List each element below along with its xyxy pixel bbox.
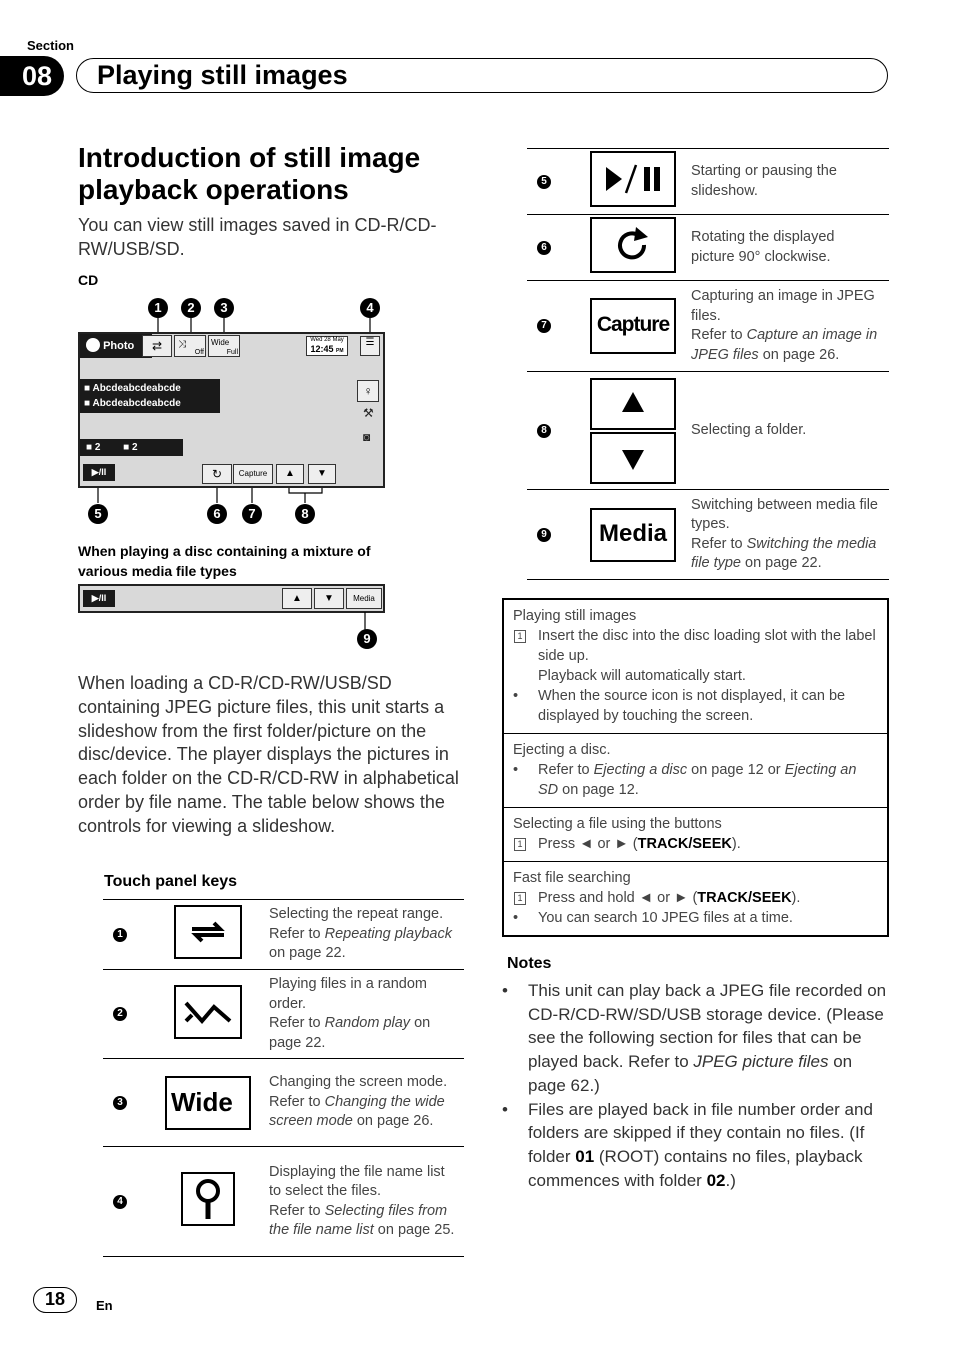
- key-ref-suffix: on page 22.: [740, 555, 822, 571]
- rotate-button[interactable]: [202, 464, 232, 484]
- folder-down-button[interactable]: [308, 464, 336, 484]
- body-paragraph: When loading a CD-R/CD-RW/USB/SD containing JPEG picture files, this unit starts a slideshow from the first folder/picture on the disc/device. The player displays the pictures in each folder on the CD-R/CD-RW in alphabetical order by file name. The table below shows the controls for viewing a slideshow.: [78, 673, 459, 836]
- note-ref: JPEG picture files: [693, 1052, 829, 1072]
- ops-title: Playing still images: [513, 608, 637, 624]
- ops-text: on page 12 or: [687, 762, 785, 778]
- language-label: En: [96, 1298, 113, 1313]
- callout-9: 9: [357, 629, 377, 649]
- key-ref-suffix: on page 26.: [758, 346, 840, 363]
- random-button[interactable]: [174, 335, 206, 357]
- key-ref-prefix: Refer to: [269, 1093, 325, 1110]
- step-number: 1: [514, 838, 526, 851]
- wide-button[interactable]: [208, 335, 240, 357]
- notes-title: Notes: [507, 955, 552, 972]
- key-number: 2: [113, 1007, 127, 1021]
- key-number: 5: [537, 175, 551, 189]
- step-number: 1: [514, 892, 526, 905]
- play-pause-button-small[interactable]: [83, 464, 115, 481]
- key-row-6: [527, 215, 889, 281]
- note-text: Files are played back in file number order and folders are skipped if they contain no files. (If folder: [528, 1099, 873, 1166]
- repeat-button[interactable]: [142, 335, 172, 357]
- key-desc: Playing files in a random order.: [269, 976, 427, 1012]
- key-ref: Random play: [324, 1015, 411, 1031]
- cd-label: CD: [78, 272, 99, 288]
- touch-panel-keys-title: Touch panel keys: [104, 873, 238, 890]
- key-desc: Starting or pausing the slideshow.: [691, 163, 837, 199]
- media-label-small: Media: [353, 594, 375, 603]
- key-ref-prefix: Refer to: [269, 1202, 325, 1219]
- capture-button[interactable]: [233, 464, 273, 484]
- note-item: [500, 1098, 890, 1193]
- file-list-icon: [181, 1172, 235, 1226]
- up-arrow-icon: ▲: [285, 468, 295, 479]
- ops-bold: TRACK/SEEK: [637, 836, 732, 852]
- folder-down-icon: [590, 432, 676, 484]
- date-text: Wed 28 May: [310, 337, 344, 343]
- intro-text: You can view still images saved in CD-R/CD-RW/USB/SD.: [78, 215, 437, 259]
- bullet-icon: •: [502, 1099, 508, 1119]
- key-row-3: [103, 1059, 464, 1147]
- note-text: (ROOT) contains no files, playback commences with folder: [528, 1146, 863, 1190]
- ops-title: Selecting a file using the buttons: [513, 816, 722, 832]
- key-desc: Rotating the displayed picture 90° clockwise.: [691, 229, 835, 265]
- notes-list: [500, 979, 890, 1192]
- ops-bullet: You can search 10 JPEG files at a time.: [538, 910, 793, 926]
- ops-bullet: When the source icon is not displayed, it can be displayed by touching the screen.: [538, 688, 846, 724]
- play-pause-button-mixed[interactable]: [83, 590, 115, 607]
- rotate-icon: ↻: [211, 467, 223, 481]
- mixed-media-title: When playing a disc containing a mixture of various media file types: [78, 543, 371, 579]
- ops-title: Ejecting a disc.: [513, 742, 611, 758]
- wide-label: Wide: [211, 338, 230, 347]
- key-number: 8: [537, 424, 551, 438]
- note-text: This unit can play back a JPEG file recorded on CD-R/CD-RW/SD/USB storage device. (Please see the following section for files that can be played back. Refer to: [528, 981, 887, 1072]
- folder-count: 2: [94, 442, 101, 453]
- key-row-9: [527, 490, 889, 580]
- mixed-media-bar: [78, 584, 385, 613]
- section-label: Section: [27, 38, 74, 53]
- menu-button[interactable]: [360, 336, 380, 356]
- section-title: Playing still images: [76, 58, 888, 93]
- folder-count-icon: ■: [86, 442, 93, 453]
- ops-fast: [504, 861, 887, 935]
- source-label: Photo: [103, 340, 135, 352]
- key-number: 1: [113, 928, 127, 942]
- callout-2: 2: [181, 298, 201, 318]
- note-text: on page 62.): [528, 1052, 853, 1095]
- page-title: Introduction of still image playback operations: [78, 142, 421, 205]
- key-ref-prefix: Refer to: [691, 327, 747, 343]
- callout-4: 4: [360, 298, 380, 318]
- ops-step: Insert the disc into the disc loading slot with the label side up.: [538, 628, 876, 664]
- bullet-icon: •: [513, 910, 519, 926]
- key-number: 3: [113, 1096, 127, 1110]
- callout-5: 5: [88, 504, 108, 524]
- ops-playing: [504, 600, 887, 733]
- key-ref-suffix: on page 22.: [269, 945, 346, 962]
- key-row-1: [103, 900, 464, 970]
- folder-icon: ■: [84, 383, 91, 394]
- key-ref-suffix: on page 22.: [269, 1015, 431, 1051]
- play-pause-icon: ▶/II: [91, 593, 107, 603]
- file-count: 2: [132, 442, 138, 453]
- ampm-text: PM: [336, 348, 344, 354]
- play-pause-icon: ▶/II: [91, 467, 107, 477]
- clock: [306, 336, 348, 356]
- key-ref-prefix: Refer to: [269, 1015, 325, 1031]
- bullet-icon: •: [513, 762, 519, 778]
- key-desc: Selecting a folder.: [691, 421, 807, 438]
- key-number: 4: [113, 1195, 127, 1209]
- tools-icon: ⚒: [363, 406, 374, 420]
- key-desc: Capturing an image in JPEG files.: [691, 288, 875, 324]
- ops-bold: TRACK/SEEK: [697, 890, 792, 906]
- step-number: 1: [514, 630, 526, 643]
- disc-icon: [86, 338, 100, 352]
- media-icon: Media: [590, 508, 676, 562]
- folder-up-button[interactable]: [276, 464, 304, 484]
- time-text: 12:45: [310, 344, 334, 354]
- file-name: Abcdeabcdeabcde: [92, 398, 181, 409]
- folder-up-icon: [590, 378, 676, 430]
- ops-ref: Ejecting a disc: [593, 762, 688, 778]
- ops-text: Press ◄ or ► (: [538, 836, 638, 852]
- key-row-4: [103, 1147, 464, 1257]
- key-ref-prefix: Refer to: [691, 535, 747, 552]
- key-row-2: [103, 970, 464, 1059]
- bullet-icon: •: [513, 688, 519, 704]
- ops-selecting: [504, 807, 887, 861]
- camera-icon: ◙: [363, 430, 371, 444]
- callout-7: 7: [242, 504, 262, 524]
- capture-label: Capture: [238, 469, 268, 478]
- key-row-8: [527, 372, 889, 490]
- repeat-icon: ⇄: [151, 339, 163, 353]
- ops-text: on page 12.: [558, 782, 639, 798]
- rotate-icon: [590, 217, 676, 273]
- media-button-small[interactable]: [346, 588, 382, 609]
- key-ref: Repeating playback: [324, 925, 452, 942]
- callout-8: 8: [295, 504, 315, 524]
- key-number: 7: [537, 319, 551, 333]
- folder-down-button-mixed[interactable]: [314, 588, 344, 609]
- down-arrow-icon: ▼: [317, 468, 327, 479]
- key-desc: Switching between media file types.: [691, 496, 878, 532]
- key-number: 6: [537, 241, 551, 255]
- key-ref-suffix: on page 26.: [352, 1113, 434, 1130]
- key-desc: Selecting the repeat range.: [269, 906, 444, 923]
- key-ref: Changing the wide screen mode: [269, 1093, 445, 1130]
- down-arrow-icon: ▼: [324, 593, 334, 604]
- ops-text: Press and hold ◄ or ► (: [538, 890, 698, 906]
- bullet-icon: •: [502, 981, 508, 1000]
- section-number: 08: [0, 56, 64, 96]
- screen-illustration: [78, 332, 385, 488]
- key-number: 9: [537, 528, 551, 542]
- page-number: 18: [33, 1287, 77, 1313]
- play-pause-icon: [590, 151, 676, 207]
- up-arrow-icon: ▲: [292, 593, 302, 604]
- file-list-button[interactable]: [357, 380, 379, 402]
- key-ref: Switching the media file type: [691, 535, 877, 571]
- touch-keys-table-left: [103, 899, 464, 1257]
- touch-keys-table-right: [527, 148, 889, 580]
- key-ref: Selecting files from the file name list: [269, 1202, 448, 1238]
- file-count-icon: ■: [123, 442, 130, 453]
- ops-ref: Ejecting an SD: [538, 762, 857, 798]
- ops-text: ).: [791, 890, 801, 906]
- note-item: [500, 979, 890, 1098]
- callout-1: 1: [148, 298, 168, 318]
- note-bold: 02: [706, 1170, 726, 1190]
- wide-state: Full: [226, 349, 238, 356]
- callout-3: 3: [214, 298, 234, 318]
- repeat-icon: [174, 905, 242, 959]
- file-list-icon: ♀: [363, 384, 373, 398]
- menu-icon: ☰: [365, 337, 375, 348]
- key-row-7: [527, 281, 889, 372]
- key-ref-suffix: on page 25.: [373, 1222, 455, 1238]
- wide-icon: Wide: [165, 1076, 251, 1130]
- key-desc: Displaying the file name list to select the files.: [269, 1163, 445, 1199]
- capture-icon: Capture: [590, 298, 676, 354]
- folder-name: Abcdeabcdeabcde: [92, 383, 181, 394]
- counters: [80, 439, 183, 456]
- shuffle-icon: ⤨: [178, 339, 186, 350]
- operations-box: [502, 598, 889, 937]
- key-ref-prefix: Refer to: [269, 925, 325, 942]
- ops-title: Fast file searching: [513, 870, 631, 886]
- ops-text: ).: [731, 836, 741, 852]
- key-desc: Changing the screen mode.: [269, 1074, 448, 1091]
- ops-step-note: Playback will automatically start.: [538, 668, 746, 684]
- ops-text: Refer to: [538, 762, 594, 778]
- random-state: Off: [194, 349, 204, 356]
- shuffle-icon: [174, 985, 242, 1039]
- ops-ejecting: [504, 733, 887, 807]
- folder-up-button-mixed[interactable]: [282, 588, 312, 609]
- key-ref: Capture an image in JPEG files: [691, 327, 878, 363]
- note-text: .): [725, 1170, 736, 1190]
- callout-6: 6: [207, 504, 227, 524]
- file-icon: ■: [84, 398, 91, 409]
- key-row-5: [527, 149, 889, 215]
- note-bold: 01: [575, 1146, 595, 1166]
- file-info: [80, 379, 220, 413]
